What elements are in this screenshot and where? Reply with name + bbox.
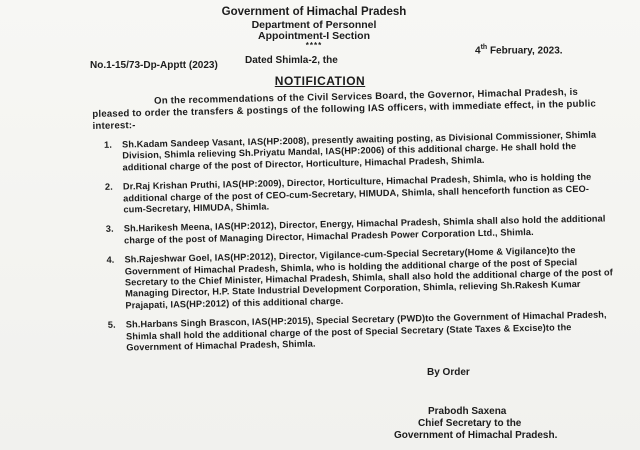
posting-list (100, 129, 615, 362)
list-item (101, 172, 612, 217)
item-number: 4. (106, 254, 115, 266)
item-number: 5. (107, 319, 116, 331)
item-number: 3. (105, 224, 114, 235)
item-text: Dr.Raj Krishan Pruthi, IAS(HP:2009), Director, Horticulture, Himachal Pradesh, Shimla, who is holding the additional charge of the post of CEO-cum-Secretary, HIMUDA, Shimla, shall henceforth function as CEO-cum-Secretary, HIMUDA, Shimla. (122, 171, 592, 215)
page-title: NOTIFICATION (274, 74, 366, 88)
list-item (102, 245, 613, 313)
intro-text: On the recommendations of the Civil Services Board, the Governor, Himachal Pradesh, is pleased to order the transfers & postings of the following IAS officers, with immediate effect, in the public interest:- (92, 86, 597, 132)
header-department: Department of Personnel (251, 19, 377, 31)
header-stars: **** (305, 41, 323, 50)
list-item (102, 214, 612, 247)
item-text: Sh.Kadam Sandeep Vasant, IAS(HP:2008), presently awaiting posting, as Divisional Commissioner, Shimla Division, Shimla relieving Sh.Priyatu Mandal, IAS(HP:2006) of this additional charge. He shall hold the additional charge of the post of Director, Horticulture, Himachal Pradesh, Shimla. (121, 129, 597, 173)
item-number: 1. (103, 139, 113, 150)
intro-paragraph (92, 86, 613, 133)
item-text: Sh.Rajeshwar Goel, IAS(HP:2012), Director, Vigilance-cum-Special Secretary(Home & Vigilance)to the Government of Himachal Pradesh, Shimla, who is holding the additional charge of the post of Special Secretary to the Chief Minister, Himachal Pradesh, Shimla, shall also hold the additional charge of the post of Managing Director, H.P. State Industrial Development Corporation, Shimla, relieving Sh.Rakesh Kumar Prajapati, IAS(HP:2012) of this additional charge. (124, 245, 613, 311)
item-text: Sh.Harbans Singh Brascon, IAS(HP:2015), Special Secretary (PWD)to the Government of Himachal Pradesh, Shimla shall hold the additional charge of the post of Special Secretary (State Taxes & Excise)to the Government of Himachal Pradesh, Shimla. (125, 309, 607, 353)
header-section: Appointment-I Section (258, 30, 370, 42)
date-rest: February, 2023. (487, 45, 563, 57)
item-text: Sh.Harikesh Meena, IAS(HP:2012), Director, Energy, Himachal Pradesh, Shimla shall also hold the additional charge of the post of Managing Director, Himachal Pradesh Power Corporation Ltd., Shimla. (123, 213, 606, 246)
header-government: Government of Himachal Pradesh (221, 6, 407, 18)
dated-label: Dated Shimla-2, the (245, 55, 338, 66)
signatory-organisation: Government of Himachal Pradesh. (394, 430, 558, 441)
date-day: 4 (475, 45, 481, 57)
list-item (104, 310, 615, 355)
reference-number: No.1-15/73-Dp-Apptt (2023) (90, 60, 218, 71)
notification-date (475, 44, 563, 56)
list-item (100, 129, 611, 174)
signatory-name: Prabodh Saxena (428, 406, 507, 417)
date-suffix: th (480, 44, 488, 51)
item-number: 2. (104, 181, 113, 193)
signatory-designation: Chief Secretary to the (418, 418, 522, 429)
by-order-label: By Order (427, 367, 470, 378)
